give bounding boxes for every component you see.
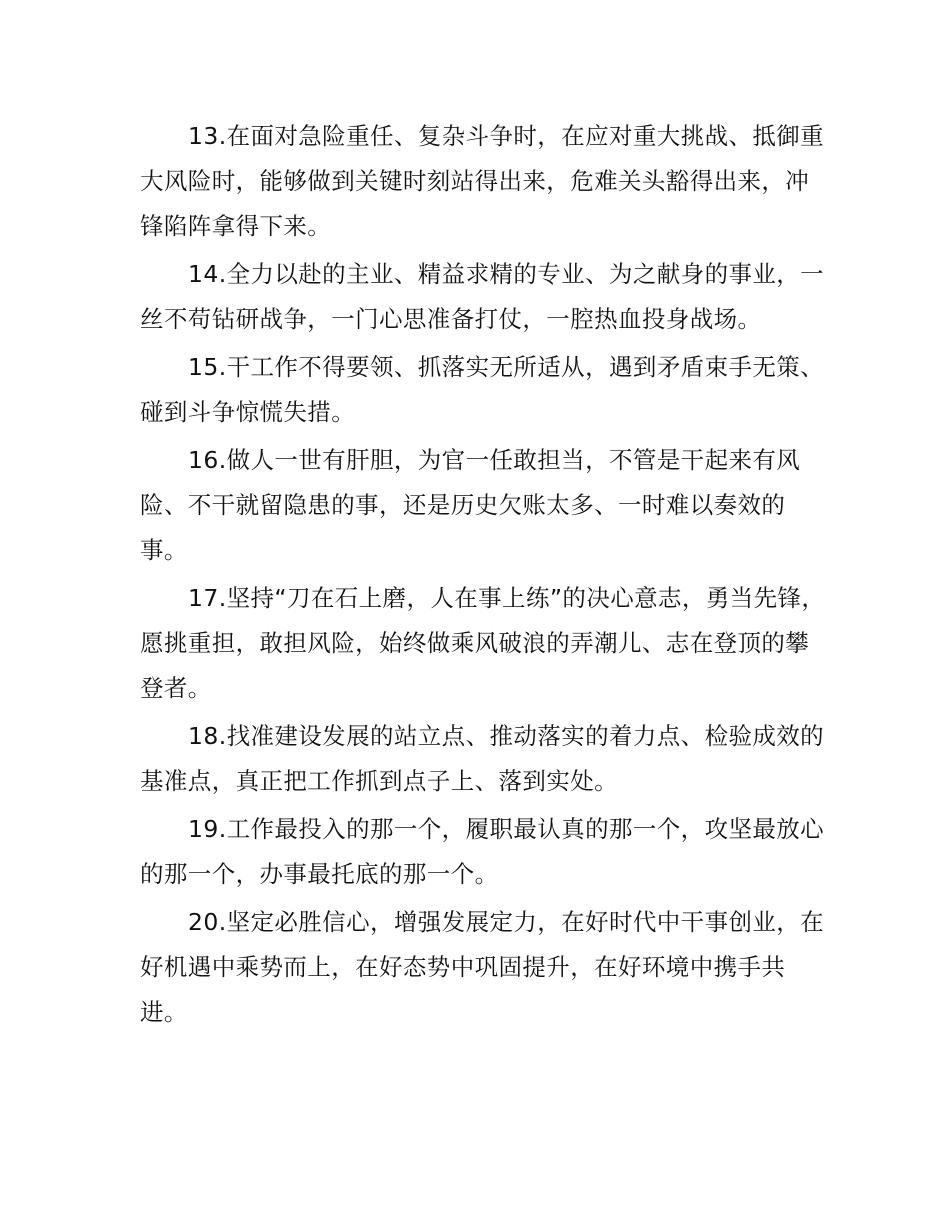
paragraph-17: 17.坚持“刀在石上磨，人在事上练”的决心意志，勇当先锋，愿挑重担，敢担风险，始终做乘风破浪的弄潮儿、志在登顶的攀登者。 (140, 584, 826, 702)
document-body (140, 114, 830, 1037)
paragraph-20: 20.坚定必胜信心，增强发展定力，在好时代中干事创业，在好机遇中乘势而上，在好态势中巩固提升，在好环境中携手共进。 (140, 908, 825, 1026)
paragraph-19: 19.工作最投入的那一个，履职最认真的那一个，攻坚最放心的那一个，办事最托底的那一个。 (140, 815, 825, 888)
paragraph-18: 18.找准建设发展的站立点、推动落实的着力点、检验成效的基准点，真正把工作抓到点子上、落到实处。 (140, 722, 825, 795)
paragraph-16: 16.做人一世有肝胆，为官一任敢担当，不管是干起来有风险、不干就留隐患的事，还是历史欠账太多、一时难以奏效的事。 (140, 446, 801, 564)
paragraph-14: 14.全力以赴的主业、精益求精的专业、为之献身的事业，一丝不苟钻研战争，一门心思准备打仗，一腔热血投身战场。 (140, 260, 825, 333)
paragraph-13: 13.在面对急险重任、复杂斗争时，在应对重大挑战、抵御重大风险时，能够做到关键时刻站得出来，危难关头豁得出来，冲锋陷阵拿得下来。 (140, 122, 825, 240)
paragraph-15: 15.干工作不得要领、抓落实无所适从，遇到矛盾束手无策、碰到斗争惊慌失措。 (140, 353, 825, 426)
